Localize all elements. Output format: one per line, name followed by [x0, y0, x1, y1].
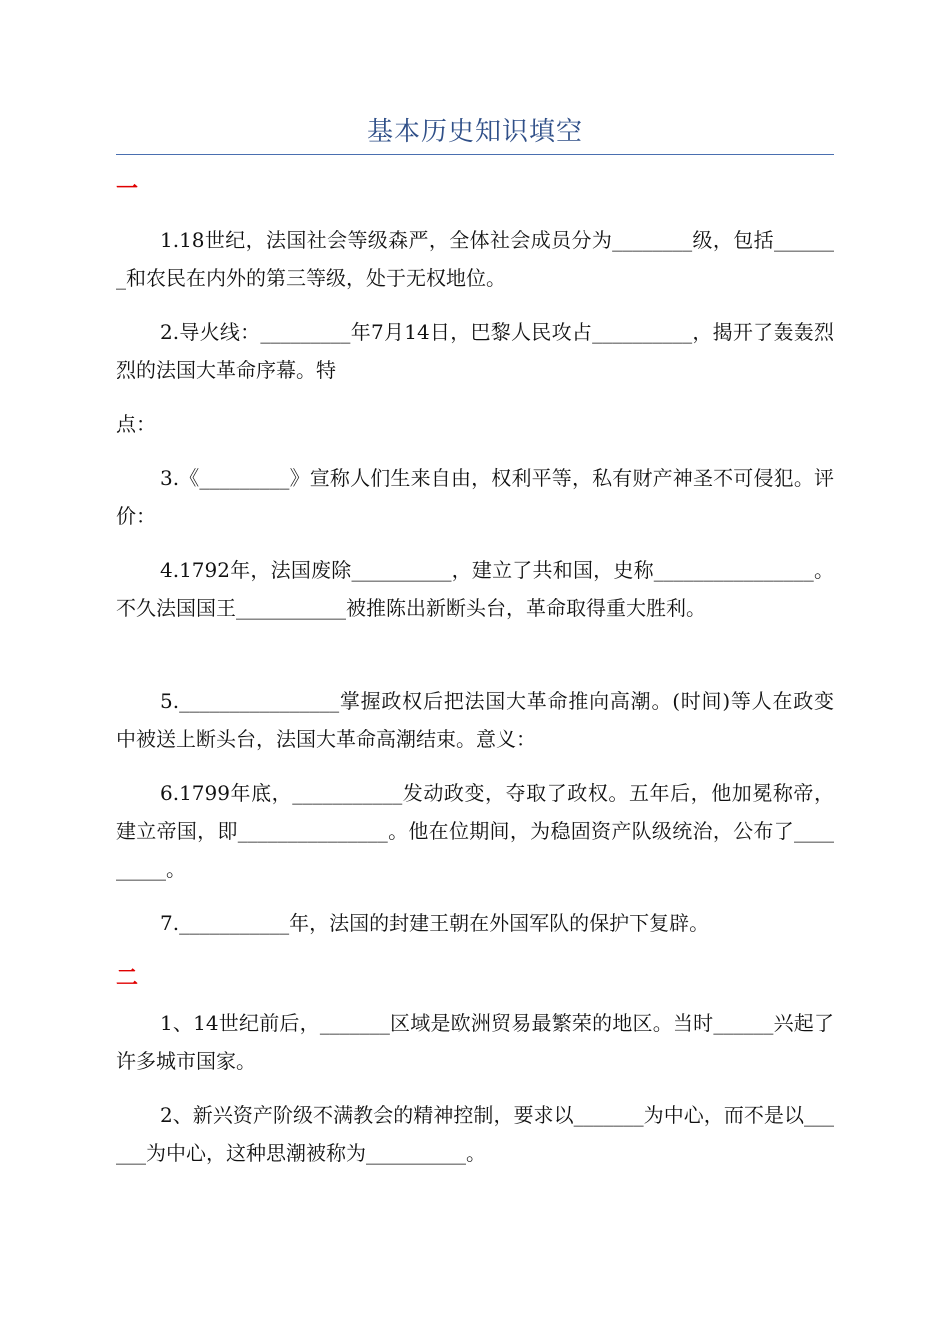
question-1-4: 4.1792年，法国废除__________，建立了共和国，史称________________。不久法国国王___________被推陈出新断头台，革命取得重大胜利。: [116, 558, 834, 620]
section-heading-2: 二: [116, 965, 139, 991]
question-2-2: 2、新兴资产阶级不满教会的精神控制，要求以_______为中心，而不是以______为中心，这种思潮被称为__________。: [116, 1103, 834, 1165]
question-1-1: 1.18世纪，法国社会等级森严，全体社会成员分为________级，包括_______和农民在内外的第三等级，处于无权地位。: [116, 228, 834, 290]
question-1-3: 3.《_________》宣称人们生来自由，权利平等，私有财产神圣不可侵犯。评价：: [116, 466, 834, 528]
title-divider: [116, 154, 834, 155]
question-1-7: 7.___________年，法国的封建王朝在外国军队的保护下复辟。: [160, 911, 710, 935]
section-heading-1: 一: [116, 176, 139, 202]
question-1-5: 5.________________掌握政权后把法国大革命推向高潮。(时间)等人在政变中被送上断头台，法国大革命高潮结束。意义：: [116, 689, 834, 751]
page-title: 基本历史知识填空: [366, 117, 583, 147]
question-1-2-continued: 点：: [116, 412, 156, 436]
question-1-2: 2.导火线：_________年7月14日，巴黎人民攻占__________，揭开了轰轰烈烈的法国大革命序幕。特: [116, 320, 834, 382]
question-1-6: 6.1799年底，___________发动政变，夺取了政权。五年后，他加冕称帝，建立帝国，即_______________。他在位期间，为稳固资产队级统治，公布了_________。: [116, 781, 834, 881]
question-2-1: 1、14世纪前后，_______区域是欧洲贸易最繁荣的地区。当时______兴起了许多城市国家。: [116, 1011, 834, 1073]
